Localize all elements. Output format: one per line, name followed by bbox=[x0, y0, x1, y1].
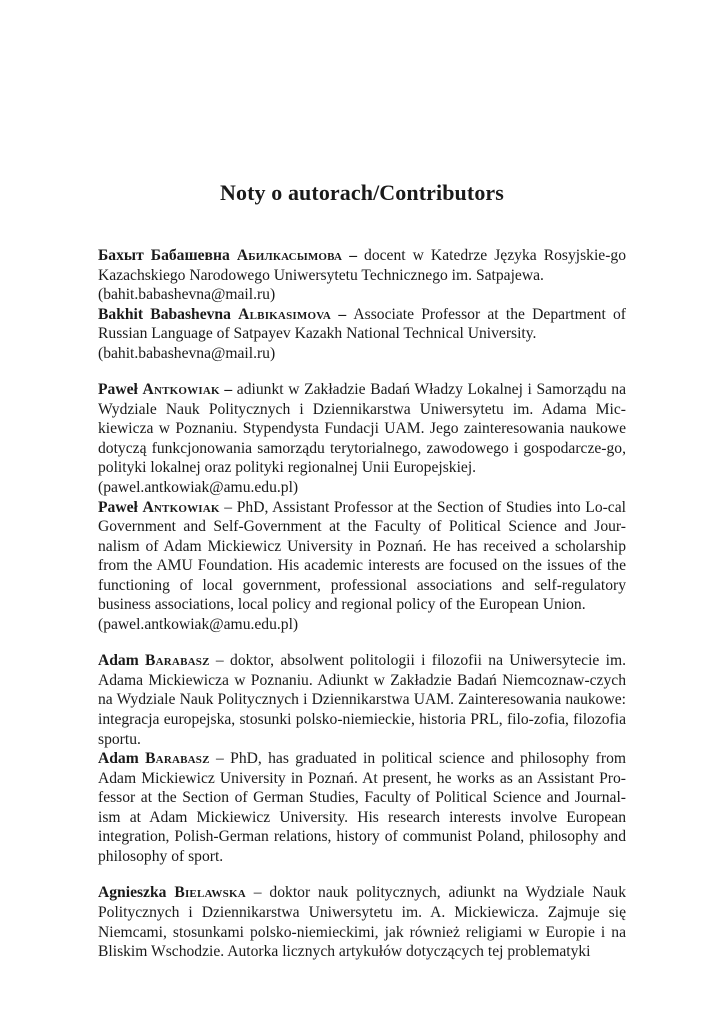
author-surname: Albikasimova bbox=[238, 305, 332, 323]
author-first-name: Adam bbox=[98, 652, 139, 670]
contributor-bio bbox=[98, 498, 626, 635]
author-first-name: Бахыт Бабашевна bbox=[98, 247, 230, 264]
page-title: Noty o autorach/Contributors bbox=[220, 180, 504, 205]
author-email: (pawel.antkowiak@amu.edu.pl) bbox=[98, 615, 299, 633]
contributor-entry bbox=[98, 651, 626, 866]
dash-separator: – bbox=[209, 750, 231, 768]
contributor-bio bbox=[98, 883, 626, 961]
contributor-bio bbox=[98, 651, 626, 749]
author-first-name: Paweł bbox=[98, 498, 138, 516]
author-surname: Barabasz bbox=[145, 652, 210, 670]
dash-separator: – bbox=[209, 652, 231, 670]
bio-text: doktor nauk politycznych, adiunkt na Wydziale Nauk Politycznych i Dziennikarstwa Uniwersytetu im. A. Mickiewicza. Zajmuje się Niemcami, stosunkami polsko-niemieckimi, jak również religiami w Europie i na Bliskim Wschodzie. Autorka licznych artykułów dotyczących tej problematyki bbox=[98, 884, 626, 961]
bio-text: docent w Katedrze Języka Rosyjskie-go Kazachskiego Narodowego Uniwersytetu Technicznego im. Satpajewa. bbox=[98, 247, 626, 284]
author-surname: Bielawska bbox=[174, 884, 246, 902]
author-first-name: Paweł bbox=[98, 381, 138, 399]
dash-separator: – bbox=[219, 498, 237, 516]
bio-text: adiunkt w Zakładzie Badań Władzy Lokalnej i Samorządu na Wydziale Nauk Politycznych i Dziennikarstwa Uniwersytetu im. Adama Mic-kiewicza w Poznaniu. Stypendysta Fundacji UAM. Jego zainteresowania naukowe dotyczą funkcjonowania samorządu terytorialnego, zawodowego i gospodarcze-go, polityki lokalnej oraz polityki regionalnej Unii Europejskiej. bbox=[98, 381, 627, 477]
author-email: (bahit.babashevna@mail.ru) bbox=[98, 344, 276, 362]
contributor-bio bbox=[98, 246, 626, 305]
author-first-name: Agnieszka bbox=[98, 884, 167, 902]
contributor-entry bbox=[98, 883, 626, 961]
dash-separator: – bbox=[342, 247, 365, 264]
author-surname: Antkowiak bbox=[142, 498, 220, 516]
author-first-name: Adam bbox=[98, 750, 139, 768]
contributor-entry bbox=[98, 246, 626, 363]
author-surname: Antkowiak bbox=[142, 381, 220, 399]
contributor-bio bbox=[98, 380, 626, 497]
author-first-name: Bakhit Babashevna bbox=[98, 305, 231, 323]
author-email: (pawel.antkowiak@amu.edu.pl) bbox=[98, 479, 299, 497]
author-surname: Абилкасымова bbox=[236, 247, 343, 264]
bio-text: PhD, has graduated in political science and philosophy from Adam Mickiewicz University in Poznań. At present, he works as an Assistant Pro-fessor at the Section of German Studies, Faculty of Political Science and Journal-ism at Adam Mickiewicz University. His research interests involve European integration, Polish-German relations, history of communist Poland, philosophy and philosophy of sport. bbox=[98, 750, 626, 865]
author-email: (bahit.babashevna@mail.ru) bbox=[98, 286, 276, 304]
dash-separator: – bbox=[245, 884, 270, 902]
bio-text: Associate Professor at the Department of Russian Language of Satpayev Kazakh National Technical University. bbox=[98, 305, 627, 343]
dash-separator: – bbox=[331, 305, 354, 323]
contributor-bio bbox=[98, 305, 626, 364]
contributors-list bbox=[98, 246, 626, 962]
bio-text: doktor, absolwent politologii i filozofii na Uniwersytecie im. Adama Mickiewicza w Poznaniu. Adiunkt w Zakładzie Badań Niemcoznaw-czych na Wydziale Nauk Politycznych i Dziennikarstwa UAM. Zainteresowania naukowe: integracja europejska, stosunki polsko-niemieckie, historia PRL, filo-zofia, filozofia sportu. bbox=[98, 652, 627, 748]
contributor-bio bbox=[98, 749, 626, 866]
bio-text: PhD, Assistant Professor at the Section of Studies into Lo-cal Government and Self-Government at the Faculty of Political Science and Jour-nalism of Adam Mickiewicz University in Poznań. He has received a scholarship from the AMU Foundation. His academic interests are focused on the issues of the functioning of local government, professional associations and self-regulatory business associations, local policy and regional policy of the European Union. bbox=[98, 498, 626, 614]
page bbox=[98, 176, 626, 979]
dash-separator: – bbox=[219, 381, 237, 399]
contributor-entry bbox=[98, 380, 626, 634]
author-surname: Barabasz bbox=[145, 750, 210, 768]
